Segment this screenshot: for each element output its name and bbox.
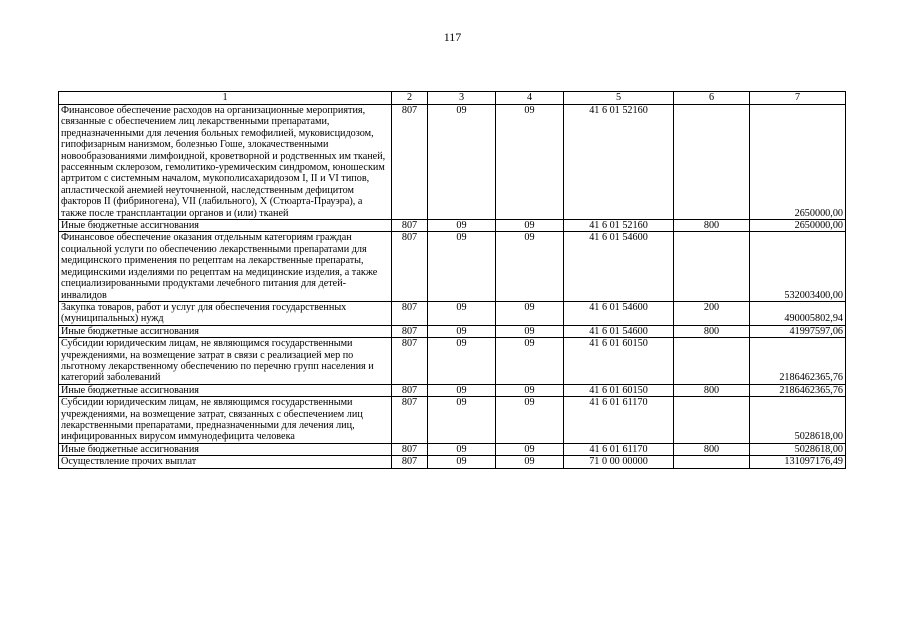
row-name: Иные бюджетные ассигнования xyxy=(59,220,392,232)
row-amount: 41997597,06 xyxy=(750,325,846,337)
row-target: 41 6 01 52160 xyxy=(564,220,674,232)
table-row xyxy=(59,325,846,337)
row-expense-type xyxy=(674,397,750,444)
header-col-2: 2 xyxy=(392,92,428,105)
header-col-7: 7 xyxy=(750,92,846,105)
row-section: 09 xyxy=(428,301,496,325)
row-subsection: 09 xyxy=(496,443,564,455)
row-ministry: 807 xyxy=(392,232,428,301)
row-target: 41 6 01 54600 xyxy=(564,232,674,301)
row-section: 09 xyxy=(428,105,496,220)
row-amount: 5028618,00 xyxy=(750,397,846,444)
row-subsection: 09 xyxy=(496,325,564,337)
row-target: 71 0 00 00000 xyxy=(564,456,674,468)
row-target: 41 6 01 52160 xyxy=(564,105,674,220)
row-amount: 490005802,94 xyxy=(750,301,846,325)
table-row xyxy=(59,443,846,455)
row-amount: 131097176,49 xyxy=(750,456,846,468)
row-subsection: 09 xyxy=(496,301,564,325)
row-target: 41 6 01 61170 xyxy=(564,443,674,455)
table-row xyxy=(59,397,846,444)
row-name: Закупка товаров, работ и услуг для обеспечения государственных (муниципальных) нужд xyxy=(59,301,392,325)
row-name: Осуществление прочих выплат xyxy=(59,456,392,468)
row-ministry: 807 xyxy=(392,325,428,337)
header-col-1: 1 xyxy=(59,92,392,105)
row-name: Финансовое обеспечение расходов на организационные мероприятия, связанные с обеспечением лиц лекарственными препаратами, предназначенными для лечения больных гемофилией, муковисцидозом, гипофизарным нанизмом, болезнью Гоше, злокачественными новообразованиями лимфоидной, кроветворной и родственных им тканей, рассеянным склерозом, гемолитико-уремическим синдромом, юношеским артритом с системным началом, мукополисахаридозом I, II и VI типов, апластической анемией неуточненной, наследственным дефицитом факторов II (фибриногена), VII (лабильного), X (Стюарта-Прауэра), а также после трансплантации органов и (или) тканей xyxy=(59,105,392,220)
page-number: 117 xyxy=(443,30,462,44)
row-section: 09 xyxy=(428,232,496,301)
row-ministry: 807 xyxy=(392,384,428,396)
row-subsection: 09 xyxy=(496,456,564,468)
row-name: Иные бюджетные ассигнования xyxy=(59,443,392,455)
row-expense-type: 800 xyxy=(674,325,750,337)
row-amount: 532003400,00 xyxy=(750,232,846,301)
row-subsection: 09 xyxy=(496,397,564,444)
row-section: 09 xyxy=(428,325,496,337)
row-target: 41 6 01 54600 xyxy=(564,325,674,337)
row-subsection: 09 xyxy=(496,232,564,301)
table-row xyxy=(59,456,846,468)
row-expense-type xyxy=(674,232,750,301)
row-ministry: 807 xyxy=(392,338,428,385)
row-ministry: 807 xyxy=(392,301,428,325)
header-col-6: 6 xyxy=(674,92,750,105)
row-target: 41 6 01 54600 xyxy=(564,301,674,325)
row-name: Финансовое обеспечение оказания отдельным категориям граждан социальной услуги по обеспечению лекарственными препаратами для медицинского применения по рецептам на лекарственные препараты, медицинскими изделиями по рецептам на медицинские изделия, а также специализированными продуктами лечебного питания для детей-инвалидов xyxy=(59,232,392,301)
table-row xyxy=(59,338,846,385)
row-amount: 2650000,00 xyxy=(750,220,846,232)
row-amount: 5028618,00 xyxy=(750,443,846,455)
row-name: Субсидии юридическим лицам, не являющимся государственными учреждениями, на возмещение затрат, связанных с обеспечением лиц лекарственными препаратами, предназначенными для лечения лиц, инфицированных вирусом иммунодефицита человека xyxy=(59,397,392,444)
row-ministry: 807 xyxy=(392,443,428,455)
row-section: 09 xyxy=(428,456,496,468)
row-ministry: 807 xyxy=(392,220,428,232)
row-expense-type: 200 xyxy=(674,301,750,325)
row-ministry: 807 xyxy=(392,456,428,468)
row-subsection: 09 xyxy=(496,105,564,220)
row-amount: 2186462365,76 xyxy=(750,338,846,385)
row-amount: 2186462365,76 xyxy=(750,384,846,396)
row-target: 41 6 01 60150 xyxy=(564,384,674,396)
row-section: 09 xyxy=(428,384,496,396)
row-expense-type: 800 xyxy=(674,443,750,455)
table-row xyxy=(59,384,846,396)
table-row xyxy=(59,232,846,301)
row-expense-type: 800 xyxy=(674,220,750,232)
row-name: Иные бюджетные ассигнования xyxy=(59,384,392,396)
budget-table xyxy=(58,91,846,469)
row-expense-type: 800 xyxy=(674,384,750,396)
row-target: 41 6 01 61170 xyxy=(564,397,674,444)
row-amount: 2650000,00 xyxy=(750,105,846,220)
row-subsection: 09 xyxy=(496,384,564,396)
row-expense-type xyxy=(674,105,750,220)
row-subsection: 09 xyxy=(496,338,564,385)
row-section: 09 xyxy=(428,443,496,455)
header-col-4: 4 xyxy=(496,92,564,105)
header-col-3: 3 xyxy=(428,92,496,105)
header-row xyxy=(59,92,846,105)
row-name: Иные бюджетные ассигнования xyxy=(59,325,392,337)
row-ministry: 807 xyxy=(392,397,428,444)
header-col-5: 5 xyxy=(564,92,674,105)
row-ministry: 807 xyxy=(392,105,428,220)
row-target: 41 6 01 60150 xyxy=(564,338,674,385)
table-row xyxy=(59,105,846,220)
row-section: 09 xyxy=(428,338,496,385)
row-name: Субсидии юридическим лицам, не являющимся государственными учреждениями, на возмещение затрат в связи с реализацией мер по льготному лекарственному обеспечению по перечню групп населения и категорий заболеваний xyxy=(59,338,392,385)
row-expense-type xyxy=(674,456,750,468)
table-row xyxy=(59,301,846,325)
table-row xyxy=(59,220,846,232)
row-section: 09 xyxy=(428,220,496,232)
row-subsection: 09 xyxy=(496,220,564,232)
row-section: 09 xyxy=(428,397,496,444)
row-expense-type xyxy=(674,338,750,385)
